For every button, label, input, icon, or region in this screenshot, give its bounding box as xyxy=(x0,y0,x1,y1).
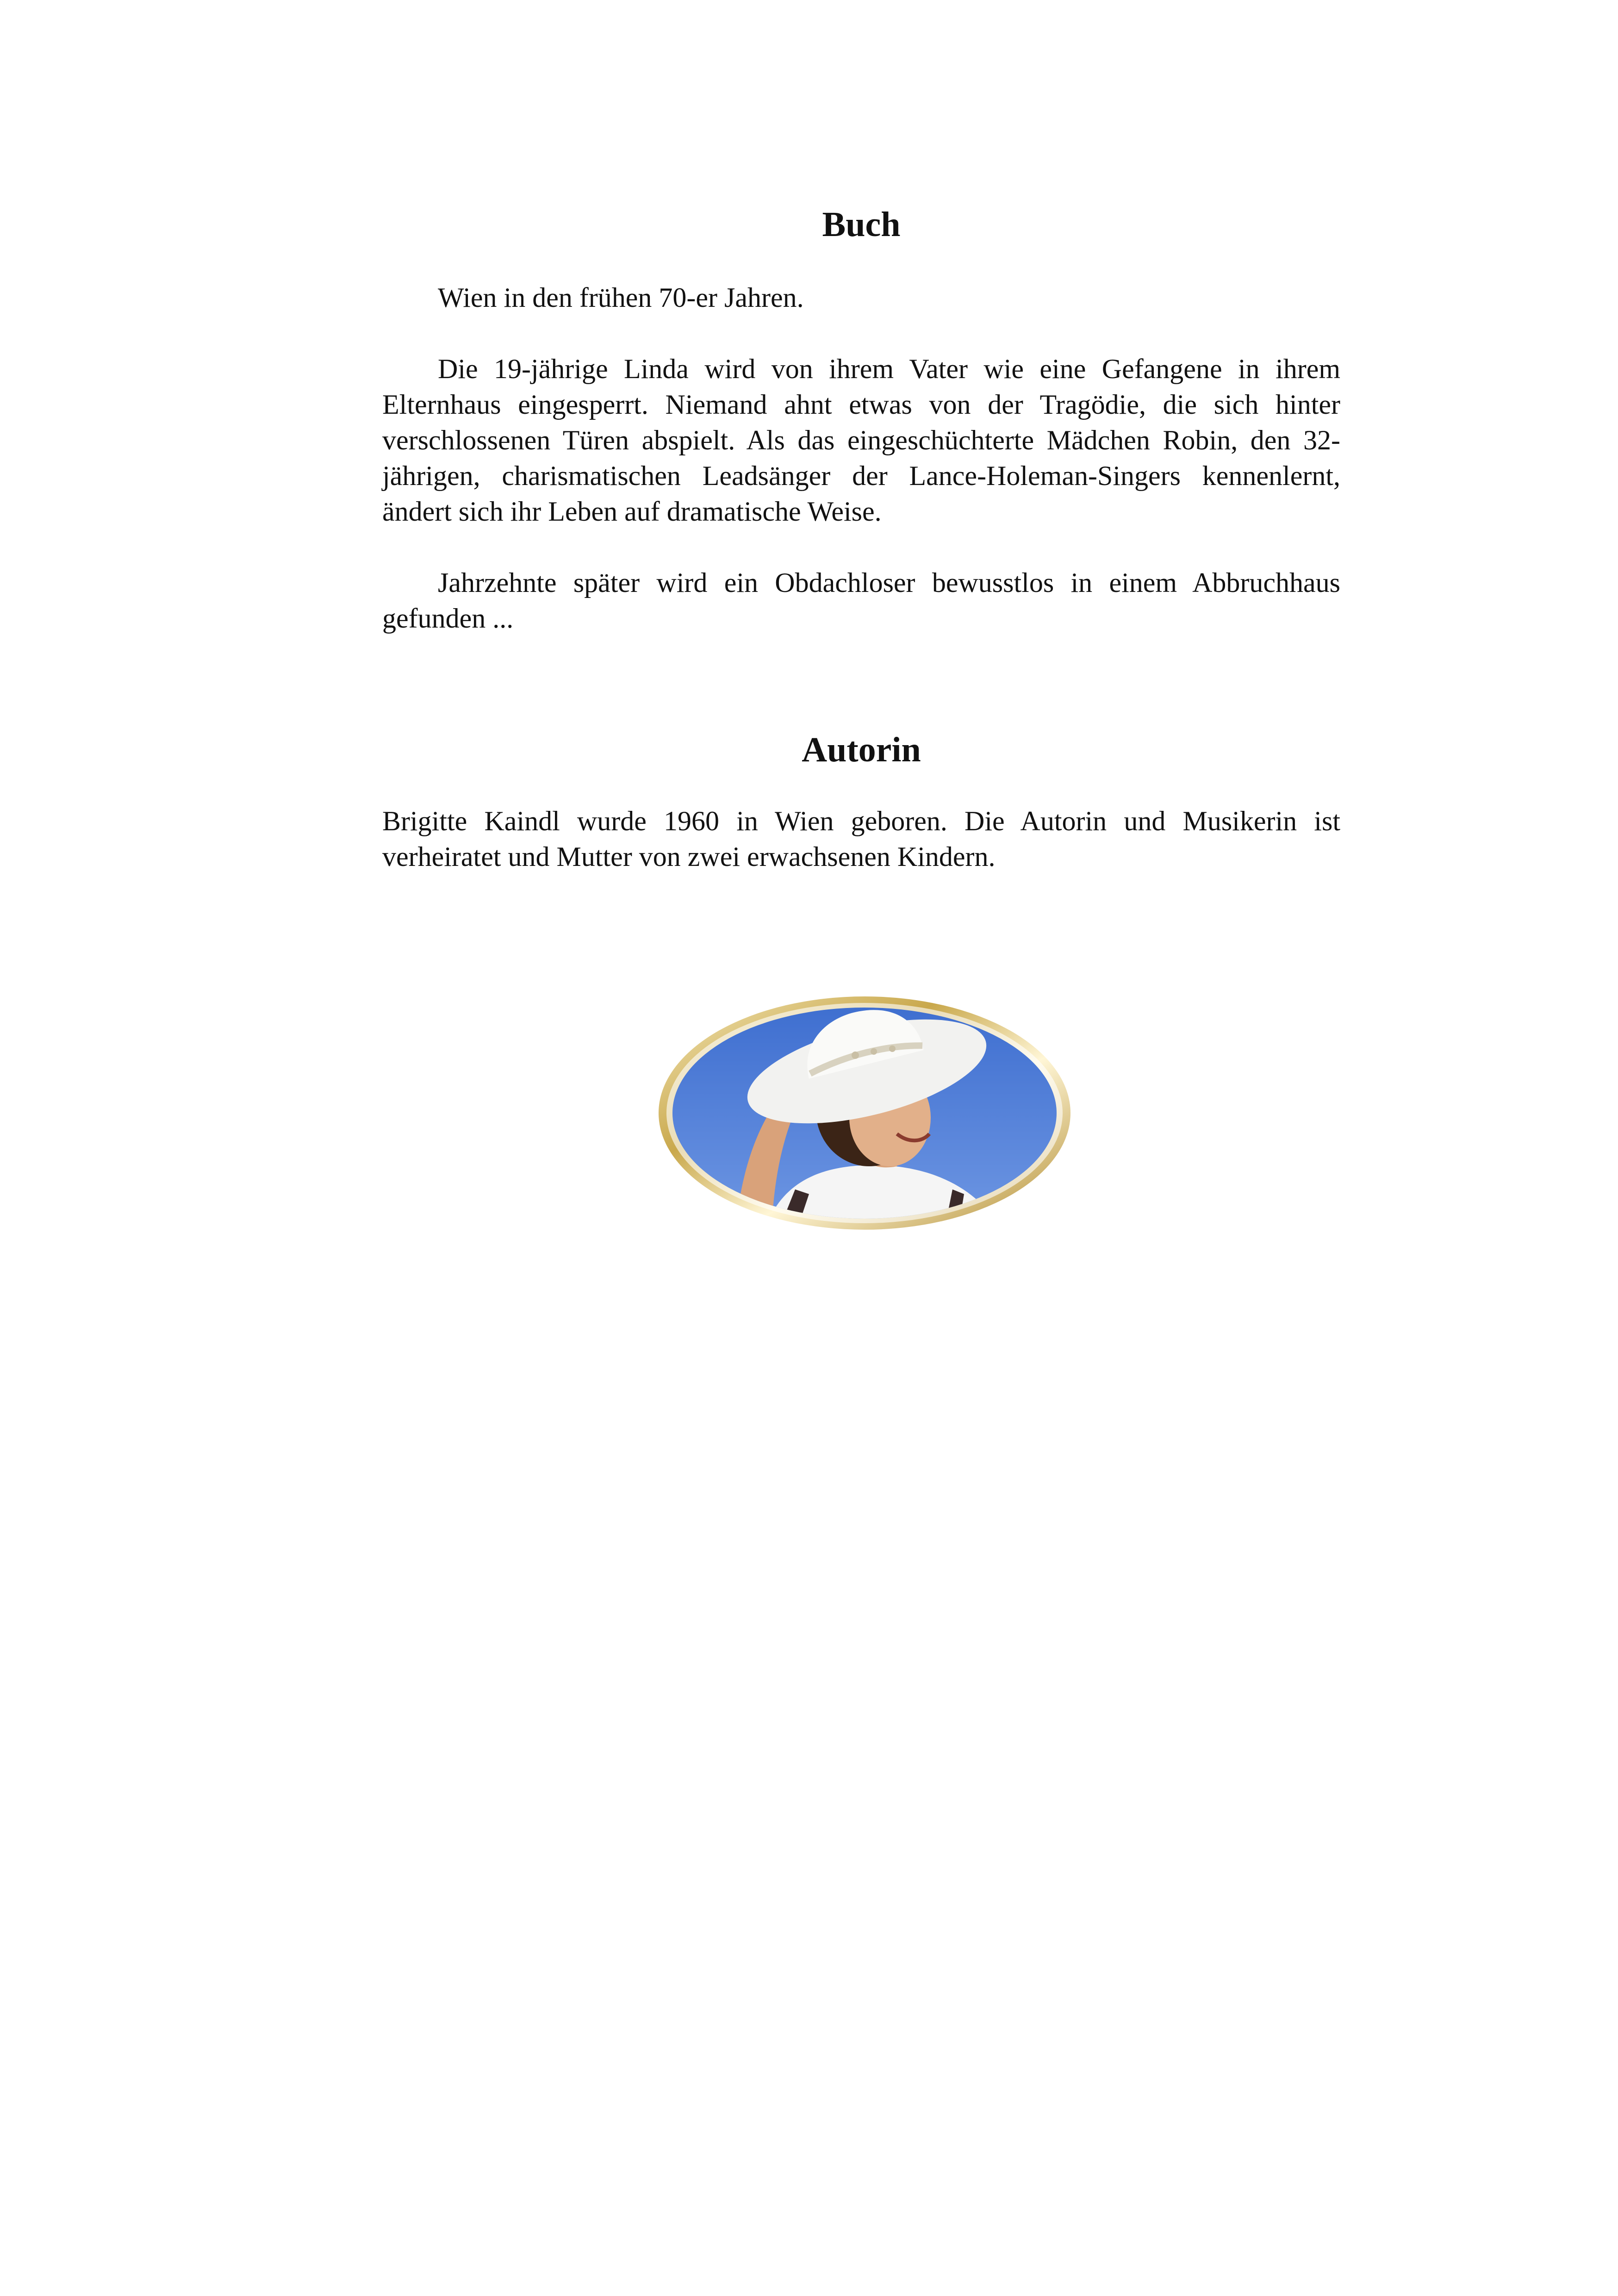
author-bio: Brigitte Kaindl wurde 1960 in Wien geboren. Die Autorin und Musikerin ist verheiratet und Mutter von zwei erwachsenen Kindern. xyxy=(382,806,1340,872)
book-heading: Buch xyxy=(822,205,901,244)
book-paragraph-2: Die 19-jährige Linda wird von ihrem Vater wie eine Gefangene in ihrem Elternhaus eingesperrt. Niemand ahnt etwas von der Tragödie, die sich hinter verschlossenen Türen abspielt. Als das eingeschüchterte Mädchen Robin, den 32-jährigen, charismatischen Leadsänger der Lance-Holeman-Singers kennenlernt, ändert sich ihr Leben auf dramatische Weise. xyxy=(382,354,1340,527)
author-portrait xyxy=(656,995,1073,1231)
book-paragraph-3: Jahrzehnte später wird ein Obdachloser bewusstlos in einem Abbruchhaus gefunden ... xyxy=(382,567,1340,634)
author-portrait-image xyxy=(656,995,1073,1231)
page-content xyxy=(382,204,1340,875)
book-paragraph-1: Wien in den frühen 70-er Jahren. xyxy=(438,282,804,313)
author-heading: Autorin xyxy=(802,730,921,770)
